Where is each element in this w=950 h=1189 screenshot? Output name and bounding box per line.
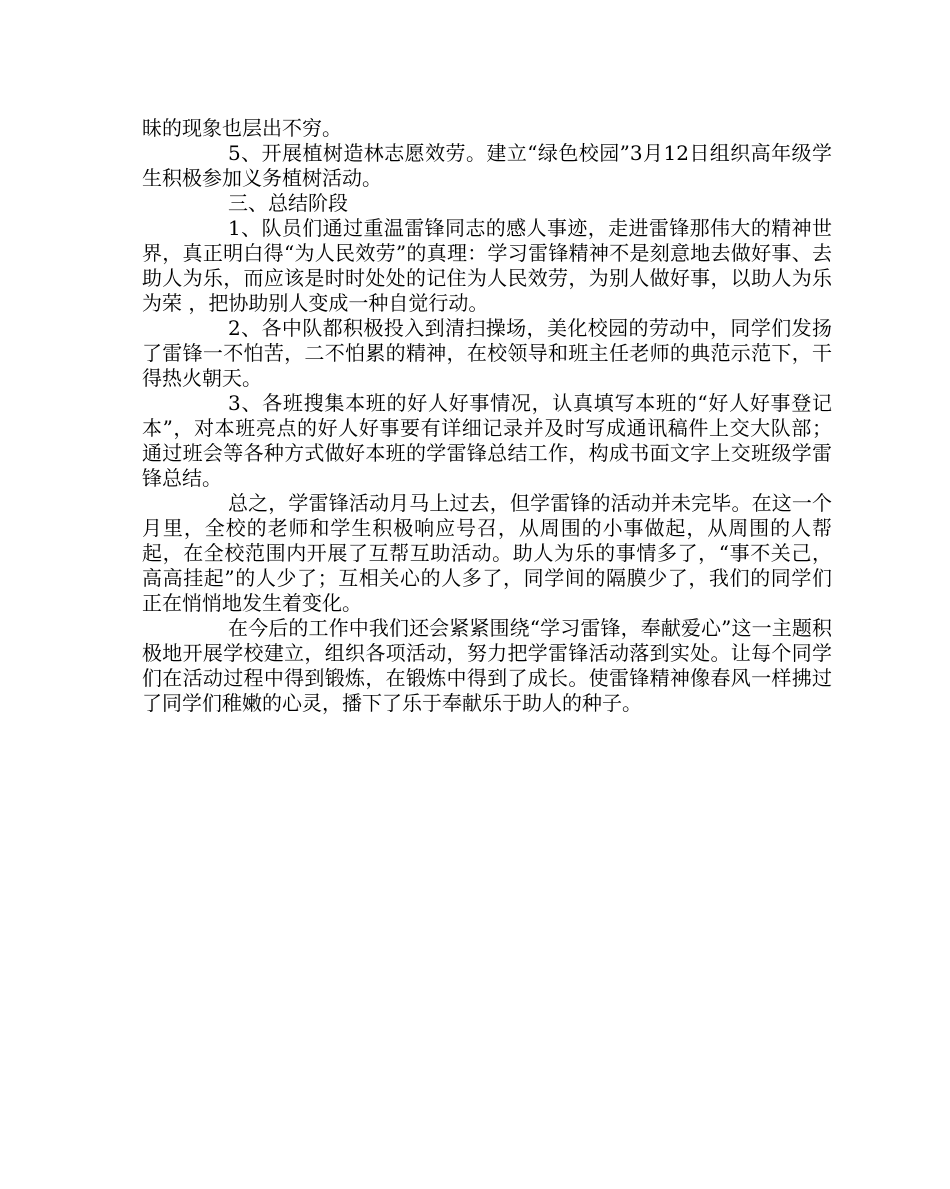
paragraph-future-work: 在今后的工作中我们还会紧紧围绕“学习雷锋，奉献爱心”这一主题积极地开展学校建立，组织各项活动，努力把学雷锋活动落到实处。让每个同学们在活动过程中得到锻炼，在锻炼中得到了成长。使雷锋精神像春风一样拂过了同学们稚嫩的心灵，播下了乐于奉献乐于助人的种子。 bbox=[142, 616, 832, 715]
document-body bbox=[142, 116, 832, 716]
section-heading-summary: 三、总结阶段 bbox=[228, 191, 348, 215]
paragraph-conclusion: 总之，学雷锋活动月马上过去，但学雷锋的活动并未完毕。在这一个月里，全校的老师和学生积极响应号召，从周围的小事做起，从周围的人帮起，在全校范围内开展了互帮互助活动。助人为乐的事情多了，“事不关己，高高挂起”的人少了；互相关心的人多了，同学间的隔膜少了，我们的同学们正在悄悄地发生着变化。 bbox=[142, 491, 832, 615]
paragraph-item-5: 5、开展植树造林志愿效劳。建立“绿色校园”3月12日组织高年级学生积极参加义务植树活动。 bbox=[142, 141, 832, 190]
paragraph-continuation: 昧的现象也层出不穷。 bbox=[142, 116, 342, 140]
paragraph-summary-2: 2、各中队都积极投入到清扫操场，美化校园的劳动中，同学们发扬了雷锋一不怕苦，二不怕累的精神，在校领导和班主任老师的典范示范下，干得热火朝天。 bbox=[142, 316, 832, 390]
paragraph-summary-3: 3、各班搜集本班的好人好事情况，认真填写本班的“好人好事登记本”，对本班亮点的好人好事要有详细记录并及时写成通讯稿件上交大队部；通过班会等各种方式做好本班的学雷锋总结工作，构成书面文字上交班级学雷锋总结。 bbox=[142, 391, 832, 490]
paragraph-summary-1: 1、队员们通过重温雷锋同志的感人事迹，走进雷锋那伟大的精神世界，真正明白得“为人民效劳”的真理：学习雷锋精神不是刻意地去做好事、去助人为乐，而应该是时时处处的记住为人民效劳，为别人做好事，以助人为乐为荣 ，把协助别人变成一种自觉行动。 bbox=[142, 216, 832, 315]
